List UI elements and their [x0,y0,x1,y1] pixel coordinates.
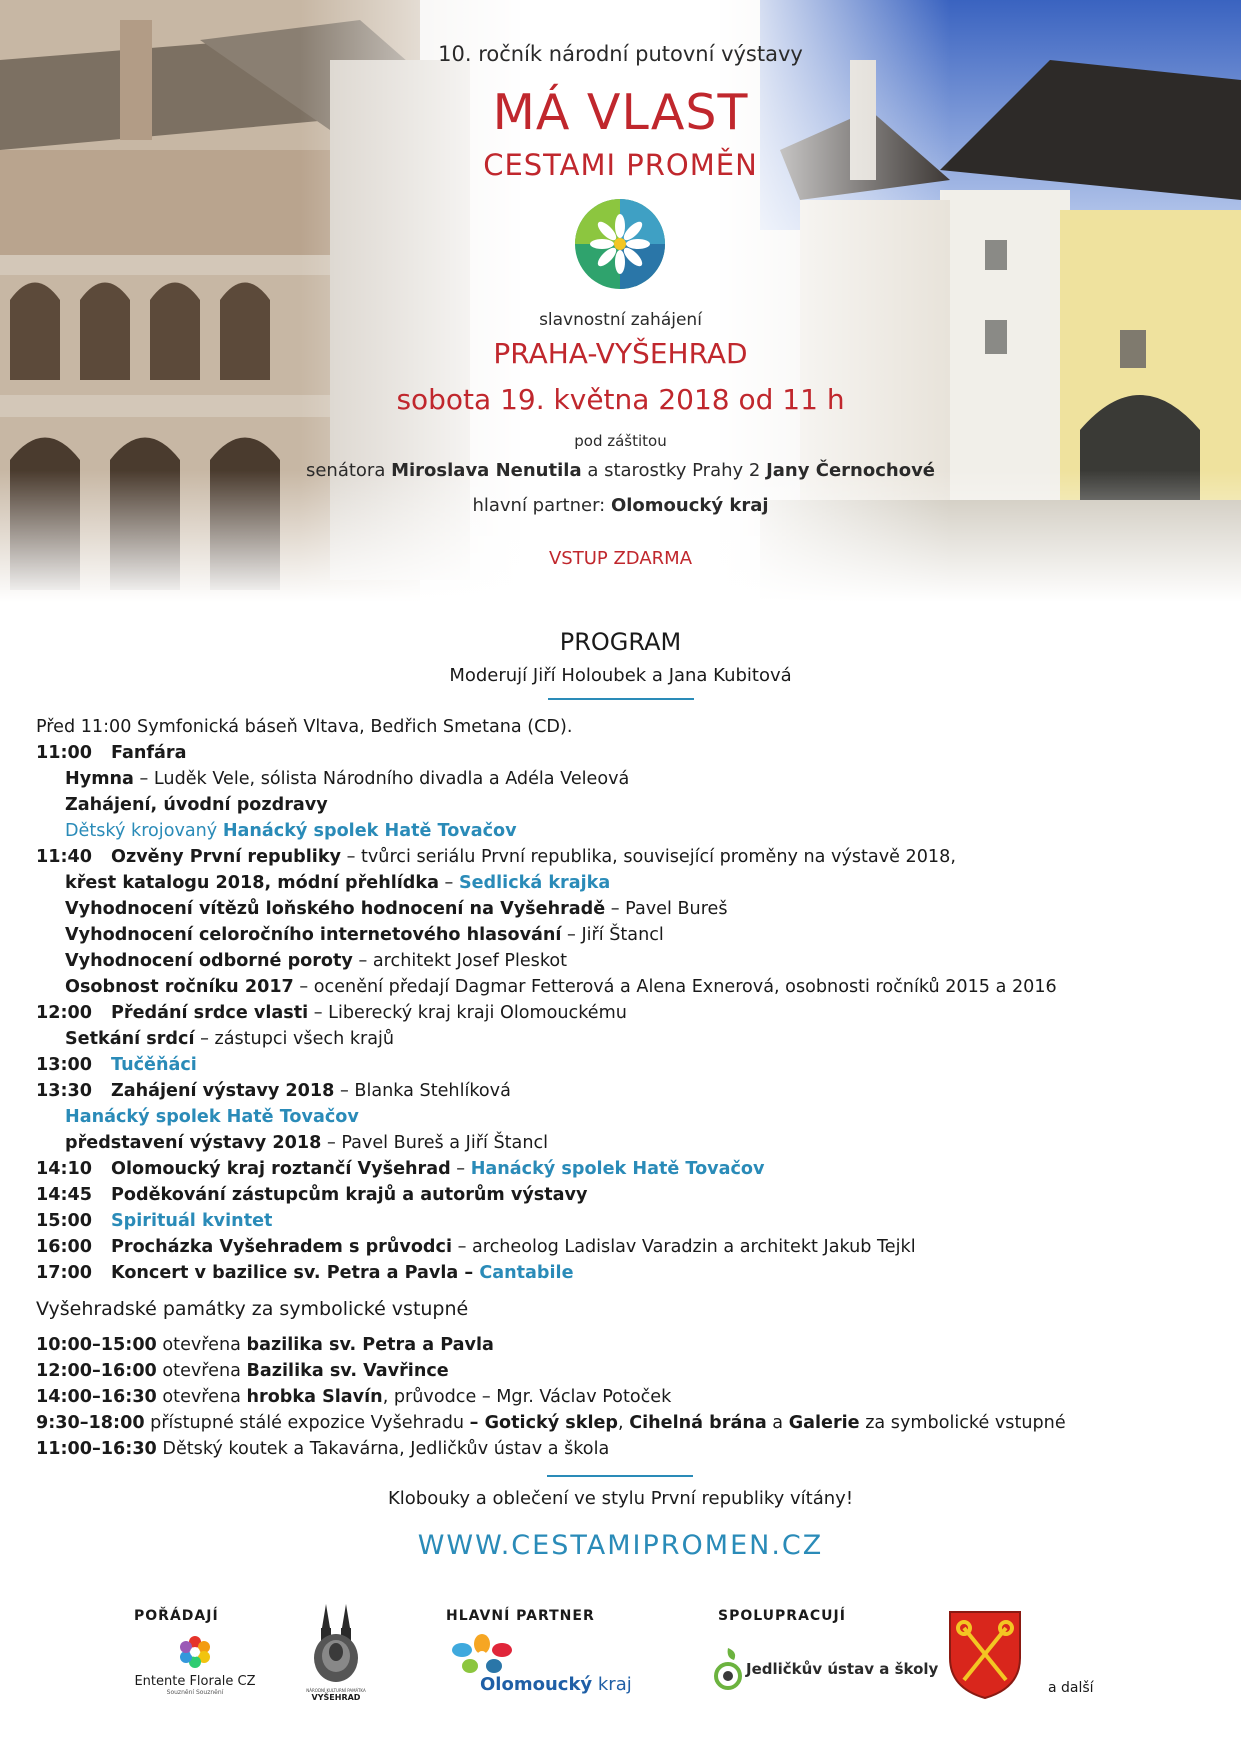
monument-row [36,1332,1226,1358]
vysehrad-top: NÁRODNÍ KULTURNÍ PAMÁTKA [306,1688,366,1693]
program-detail: – tvůrci seriálu První republika, související proměny na výstavě 2018, [341,847,956,867]
program-item: Procházka Vyšehradem s průvodci [111,1237,452,1257]
patron-senator: Miroslava Nenutila [391,460,582,481]
program-time: 15:00 [36,1211,93,1231]
cooperation-label: SPOLUPRACUJÍ [718,1608,846,1624]
patrons [0,460,1241,481]
program-detail: – Liberecký kraj kraji Olomouckému [308,1003,627,1023]
monument-detail: za symbolické vstupné [859,1413,1066,1433]
monument-detail: přístupné stálé expozice Vyšehradu [144,1413,470,1433]
program-time: 11:40 [36,847,93,867]
partner-label: HLAVNÍ PARTNER [446,1608,595,1624]
organizers-label: POŘÁDAJÍ [134,1608,219,1624]
monument-time: 9:30–18:00 [36,1413,145,1433]
program-item: Ozvěny První republiky [111,847,341,867]
program-detail: – archeolog Ladislav Varadzin a architekt Jakub Tejkl [451,1237,916,1257]
program-row [36,1078,1226,1104]
program-item: Poděkování zástupcům krajů a autorům výstavy [111,1185,588,1205]
monument-time: 14:00–16:30 [36,1387,157,1407]
program-performer: Tučěňáci [111,1055,197,1075]
program-row [36,766,1226,792]
exhibition-title-secondary: CESTAMI PROMĚN [483,148,758,182]
patrons-mid: a starostky Prahy 2 [581,460,767,481]
program-row [36,1026,1226,1052]
program-detail: Dětský krojovaný [65,821,223,841]
program-row [36,844,1226,870]
flower-icon [177,1634,213,1670]
entente-florale-name: Entente Florale CZ [134,1674,256,1689]
program-item: Vyhodnocení vítězů loňského hodnocení na Vyšehradě [65,899,606,919]
program-detail: – Pavel Bureš [605,899,728,919]
program-item: Předání srdce vlasti [111,1003,309,1023]
program-row [36,1260,1226,1286]
program-item: Koncert v bazilice sv. Petra a Pavla – [111,1263,480,1283]
exhibition-subtitle: 10. ročník národní putovní výstavy [438,42,803,66]
vysehrad-church-icon [308,1602,364,1684]
program-detail: – Luděk Vele, sólista Národního divadla a Adéla Veleová [133,769,630,789]
program-item: Fanfára [111,743,187,763]
program-detail: – ocenění předají Dagmar Fetterová a Alena Exnerová, osobnosti ročníků 2015 a 2016 [293,977,1057,997]
monument-row [36,1436,1226,1462]
program-time: 16:00 [36,1237,93,1257]
program-row [36,1208,1226,1234]
program-row [36,1052,1226,1078]
free-entry: VSTUP ZDARMA [548,548,693,569]
monument-time: 10:00–15:00 [36,1335,157,1355]
program-item: Vyhodnocení celoročního internetového hlasování [65,925,562,945]
program-row [36,818,1226,844]
exhibition-title: MÁ VLAST [492,84,749,141]
olomoucky-bold: Olomoucký [480,1674,593,1695]
program-row [36,740,1226,766]
prague2-coat-of-arms [948,1610,1022,1700]
program-row [36,1104,1226,1130]
patron-mayor: Jany Černochové [766,460,936,481]
program-performer: Spirituál kvintet [111,1211,273,1231]
program-performer: Cantabile [479,1263,574,1283]
divider [547,1475,693,1477]
monument-name: – Gotický sklep [469,1413,619,1433]
program-performer: Hanácký spolek Hatě Tovačov [222,821,517,841]
program-time: 13:30 [36,1081,93,1101]
monument-name: Galerie [788,1413,860,1433]
olomoucky-light: kraj [592,1674,632,1695]
monument-detail: otevřena [156,1335,247,1355]
monument-name: bazilika sv. Petra a Pavla [246,1335,494,1355]
monument-detail: otevřena [156,1387,247,1407]
monument-name: Bazilika sv. Vavřince [246,1361,449,1381]
program-row [36,922,1226,948]
patrons-prefix: senátora [305,460,392,481]
program-item: křest katalogu 2018, módní přehlídka [65,873,439,893]
program-time: 14:10 [36,1159,93,1179]
program-time: 13:00 [36,1055,93,1075]
olomoucky-kraj-logo [446,1634,636,1698]
program-performer: Hanácký spolek Hatě Tovačov [65,1107,359,1127]
monument-row [36,1410,1226,1436]
program-detail: – Blanka Stehlíková [334,1081,511,1101]
divider [548,698,694,700]
hero-banner [0,0,1241,602]
program-detail: – zástupci všech krajů [194,1029,395,1049]
program-row [36,1156,1226,1182]
monument-detail: a [766,1413,789,1433]
program-item: Hymna [65,769,134,789]
program-header [0,626,1241,700]
monument-name: hrobka Slavín [246,1387,383,1407]
program-row [36,974,1226,1000]
program-time: 17:00 [36,1263,93,1283]
jedlicka-logo [714,1646,939,1698]
monument-name: Cihelná brána [629,1413,767,1433]
spacer [36,1324,1226,1332]
program-detail: – [450,1159,471,1179]
program-detail: – architekt Josef Pleskot [352,951,568,971]
program-performer: Hanácký spolek Hatě Tovačov [470,1159,765,1179]
program-list [36,714,1226,1462]
olomoucky-kraj-wordmark [480,1674,632,1695]
program-item: Zahájení, úvodní pozdravy [65,795,328,815]
monument-detail: , [618,1413,630,1433]
jedlicka-leaf-icon [714,1646,742,1690]
program-item: Olomoucký kraj roztančí Vyšehrad [111,1159,451,1179]
vysehrad-name: VYŠEHRAD [311,1693,361,1702]
program-row [36,792,1226,818]
program-detail: – Pavel Bureš a Jiří Štancl [321,1133,549,1153]
monument-detail: otevřena [156,1361,247,1381]
monument-row [36,1358,1226,1384]
program-row: Před 11:00 Symfonická báseň Vltava, Bedřich Smetana (CD). [36,717,573,737]
event-date: sobota 19. května 2018 od 11 h [396,383,845,416]
program-time: 11:00 [36,743,93,763]
keys-shield-icon [948,1610,1022,1700]
program-row [36,1000,1226,1026]
program-performer: Sedlická krajka [458,873,611,893]
monument-row [36,1384,1226,1410]
others-label: a další [1048,1680,1094,1696]
program-time: 14:45 [36,1185,93,1205]
entente-florale-tagline: Souznění Souznění [166,1689,224,1696]
program-row [36,948,1226,974]
monument-time: 12:00–16:00 [36,1361,157,1381]
program-detail: – [438,873,459,893]
entente-florale-logo [130,1634,260,1698]
patronage-label: pod záštitou [574,432,667,450]
event-place: PRAHA-VYŠEHRAD [493,337,748,370]
program-row [36,870,1226,896]
partner-prefix: hlavní partner: [472,495,611,516]
monument-detail: Dětský koutek a Takavárna, Jedličkův ústav a škola [156,1439,610,1459]
main-partner [0,495,1241,516]
monuments-heading: Vyšehradské památky za symbolické vstupné [36,1298,469,1320]
program-row [36,1234,1226,1260]
jedlicka-name: Jedličkův ústav a školy [746,1660,939,1678]
program-moderators: Moderují Jiří Holoubek a Jana Kubitová [449,665,792,686]
olomoucky-flower-icon [446,1634,518,1678]
flower-logo-icon [574,198,666,290]
program-title: PROGRAM [559,628,682,656]
program-detail: – Jiří Štancl [561,925,664,945]
program-time: 12:00 [36,1003,93,1023]
program-item: Setkání srdcí [65,1029,195,1049]
vysehrad-logo [306,1602,366,1702]
program-item: Osobnost ročníku 2017 [65,977,294,997]
program-row [36,896,1226,922]
partner-name: Olomoucký kraj [610,495,769,516]
dress-code-note: Klobouky a oblečení ve stylu První republiky vítány! [387,1488,854,1509]
opening-label: slavnostní zahájení [539,310,702,330]
program-item: Zahájení výstavy 2018 [111,1081,335,1101]
monument-detail: , průvodce – Mgr. Václav Potoček [382,1387,672,1407]
program-item: představení výstavy 2018 [65,1133,322,1153]
program-row [36,1130,1226,1156]
program-row [36,1182,1226,1208]
program-item: Vyhodnocení odborné poroty [65,951,353,971]
monument-time: 11:00–16:30 [36,1439,157,1459]
website-link[interactable]: WWW.CESTAMIPROMEN.CZ [417,1530,824,1561]
